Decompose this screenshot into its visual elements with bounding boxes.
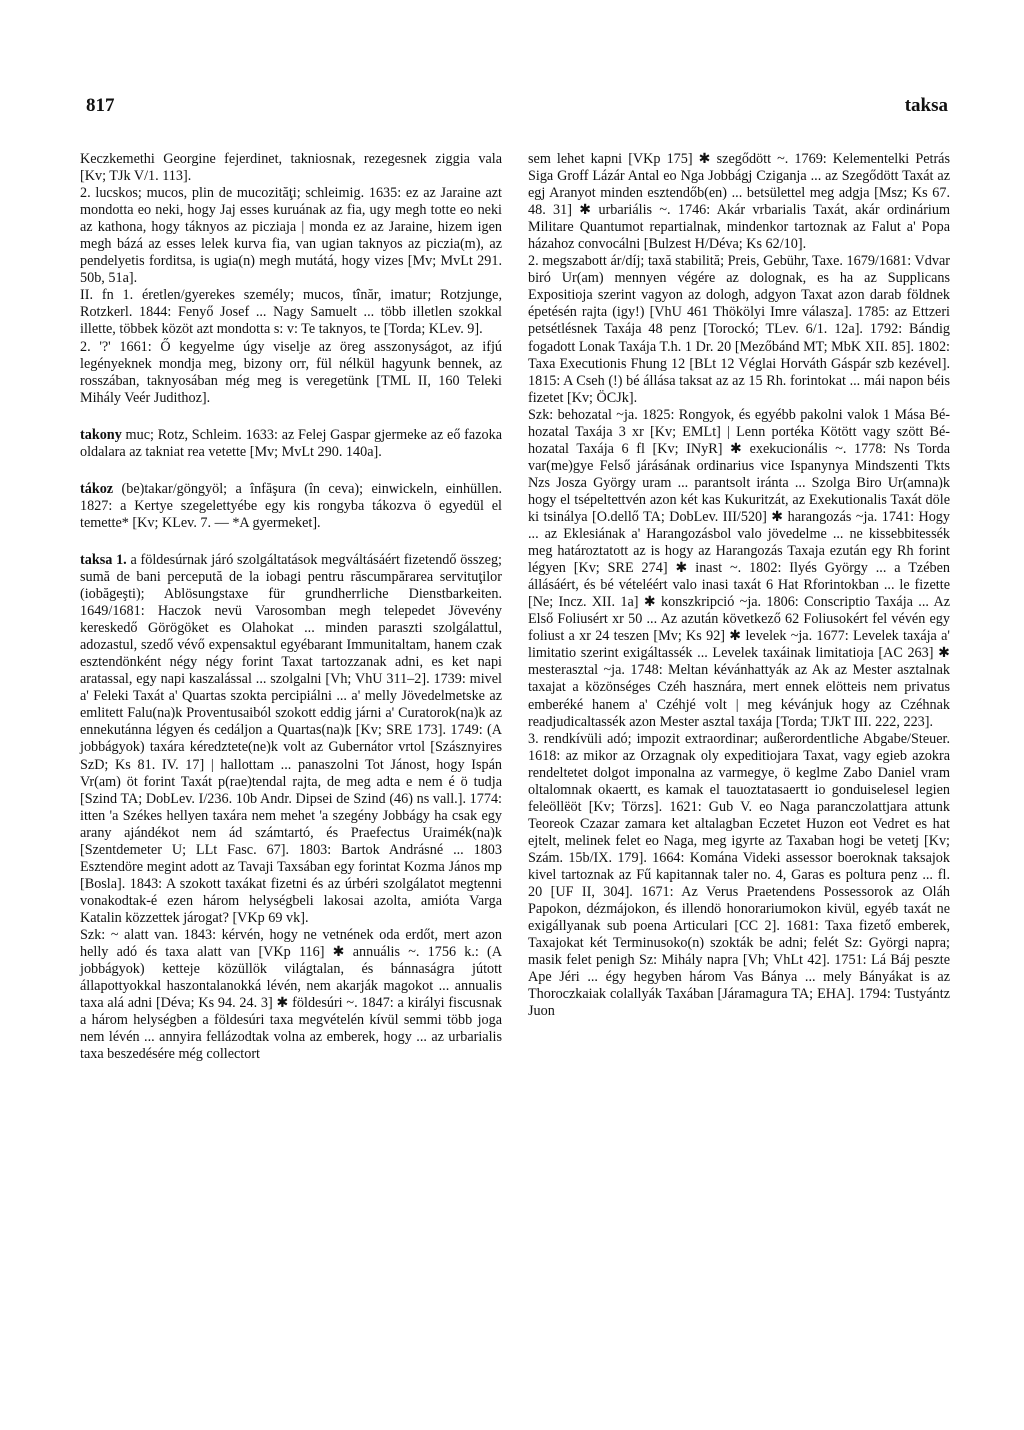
entry-paragraph: 2. megszabott ár/díj; taxă stabilită; Preis, Gebühr, Taxe. 1679/1681: Vdvar biró Ur(am) mennyen végére az dolognak, es ha az Supplicans Expositioja szerint vagyon az dologh, adgyon Taxat azon darab földnek épetésén rajta (igy!) [VhU 461 Thökölyi Imre válasza]. 1785: az Ettzeri petsétlésnek Taxája 48 penz [Torockó; TLev. 6/1. 12a]. 1792: Bándig fogadott Lonak Taxája T.h. 1 Dr. 20 [Mezőbánd MT; MbK XII. 85]. 1802: Taxa Executionis Fhung 12 [BLt 12 Véglai Horváth Gáspár szb kezével]. 1815: A Cseh (!) bé állása taksat az az 15 Rh. forintokat ... mái napon béis fizetet [Kv; ÖCJk]. <box>528 253 950 406</box>
page-header <box>86 95 948 125</box>
entry-paragraph: Szk: behozatal ~ja. 1825: Rongyok, és egyébb pakolni valok 1 Mása Bé-hozatal Taxája 3 xr [Kv; EMLt] | Lenn portéka Kötött vagy szött Bé-hozatal Taxája 6 fl [Kv; INyR] ✱ exekucionális ~. 1778: Ns Torda var(me)gye Felső járásának ordinarius vice Ispanynya Mindszenti Tkts Nzs Josza György uram ... parantsolt iránta ... Szolga Biro Ur(amna)k hogy el tsépeltettvén azon két kas Kukuritzát, az Exekutionalis Taxát döle ki tsinálya [O.dellő TA; DobLev. III/520] ✱ harangozás ~ja. 1741: Hogy ... az Eklesiának a' Harangozásbol valo jövedelme ... ne kissebbitessék meg határoztatott az is hogy az Harangozás Taxaja ezután egy Rh forint légyen [Kv; SRE 274] ✱ inast ~. 1802: Ilyés György ... a Tzében állásáért, és bé vételéért valo inasi taxát 6 Hat Rforintokban ... le fizette [Ne; Incz. XII. 1a] ✱ konszkripció ~ja. 1806: Conscriptio Taxája ... Az Első Foliusért xr 50 ... Az azután következő 62 Foliusokért fel vévén egy foliust a xr 24 teszen [Mv; Ks 92] ✱ levelek ~ja. 1677: Levelek taxája a' limitatio szerint exigáltassék ... Levelek taxáinak limitatioja [AC 263] ✱ mesterasztal ~ja. 1748: Meltan kévánhattyák az Ak az Mester asztalnak taxajat a közönséges Czéh hasznára, mert ennek elötteis nem privatus emberéké hanem a' Czéhjé volt | meg kévánjuk hogy az Czéhnak readjudicaltassék azon Mester asztal taxája [Torda; TJkT III. 222, 223]. <box>528 406 950 730</box>
entry-headword: taksa 1. <box>80 551 127 568</box>
entry-headword: takony <box>80 426 122 443</box>
entry-paragraph: Keczkemethi Georgine fejerdinet, takniosnak, rezegesnek ziggia vala [Kv; TJk V/1. 113]. <box>80 151 502 185</box>
entry-paragraph: 3. rendkívüli adó; impozit extraordinar; außerordentliche Abgabe/Steuer. 1618: az mikor az Orzagnak oly expeditiojara Taxat, vagy egieb azokra rendeltetet dolgot imponalna az varmegye, ö keglme Zabo Daniel vram oltalomnak okaertt, es kamak el tauoztatasaertt io gonduiselesel legien feleöllëöt [Kv; Törzs]. 1621: Gub V. eo Naga paranczolattjara attunk Teoreok Czazar zamara ket altalagban Eczetet Huzon eot Vedret es hat ejtelt, melinek felet eo Naga, meg igyrte az Taxaban hogi be vetetj [Kv; Szám. 15b/IX. 179]. 1664: Komána Videki assessor boeroknak taksajok kivel tartoznak az Fű kapitannak taler no. 4, Garas es poltura penz ... fl. 20 [UF II, 304]. 1671: Az Verus Praetendens Possessorok az Oláh Papokon, dézmájokon, és illendö honorariumokon kivül, egyéb taxát ne exigállyanak sub poena Articulari [CC 2]. 1681: Taxa fizető emberek, Taxajokat két Terminusoko(n) szokták be adni; felét Sz: Györgi napra; masik felet penigh Sz: Mihály napra [Vh; VhLt 42]. 1751: Lá Báj peszte Ape Jéri ... égy hegyben három Vas Bánya ... mely Bányákat is az Thoroczkaiak colallyák Taxában [Járamagura TA; EHA]. 1794: Tustyántz Juon <box>528 730 950 1020</box>
entry-paragraph: tákoz (be)takar/göngyöl; a înfăşura (în ceva); einwickeln, einhüllen. 1827: a Kertye szegelettyébe egy kis rongyba tákozva ö egyedül el temette* [Kv; KLev. 7. — *A gyermeket]. <box>80 480 502 531</box>
running-head: taksa <box>904 95 948 116</box>
right-column <box>528 151 950 1020</box>
entry-paragraph: 2. '?' 1661: Ő kegyelme úgy viselje az öreg asszonyságot, az ifjú legényeknek mondja meg, bizony orr, fül nélkül hagyunk bennek, az rosszában, taknyosában még meg is veregetünk [TML II, 160 Teleki Mihály Veér Judithoz]. <box>80 338 502 406</box>
entry-headword: tákoz <box>80 480 114 497</box>
left-column <box>80 151 502 1063</box>
entry-paragraph: taksa 1. a földesúrnak járó szolgáltatások megváltásáért fizetendő összeg; sumă de bani percepută de la iobagi pentru răscumpărarea servituţilor (iobăgeşti); Ablösungstaxe für grundherrliche Dienstbarkeiten. 1649/1681: Haczok nevü Varosomban megh telepedet Jövevény kereskedő Görögöket es Olahokat ... minden paraszti szolgálattul, adozastul, szedő vévő expensaktul egyébarant Immunitaltam, hanem czak esztendönként négy négy forint Taxat tartozzanak adni, es ket napi aratassal, egy napi kaszalással ... szolgalni [Vh; VhU 311–2]. 1739: mivel a' Feleki Taxát a' Quartas szokta percipiálni ... a' melly Jövedelmetske az emlitett Falu(na)k Proventusaiból szokott eddig járni a' Curatorok(na)k az ennekutánna légyen és cedáljon a Quartas(na)k [Kv; SRE 173]. 1749: (A jobbágyok) taxára kéredztete(ne)k volt az Gubernátor vrtol [Szásznyires SzD; Ks 81. IV. 17] | hallottam ... panaszolni Tot Jánost, hogy Ispán Vr(am) öt forint Taxát p(rae)tendal rajta, de meg adta e nem é ö tudja [Szind TA; DobLev. I/236. 10b Andr. Dipsei de Szind (46) ns vall.]. 1774: itten 'a Székes hellyen taxára nem mehet 'a szegény Jobbágy ha csak egy arany ajándékot nem ád számtartó, és Praefectus Uraimék(na)k [Szentdemeter U; LLt Fasc. 67]. 1803: Bartok Andrásné ... 1803 Esztendöre megint adott az Tavaji Taxsában egy forintat Kozma János mp [Bosla]. 1843: A szokott taxákat fizetni és az úrbéri szolgálatot megtenni vonakodtak-é ezen három helységbeli lakosai azolta, amióta Varga Katalin közzettek járogat? [VKp 69 vk]. <box>80 551 502 926</box>
entry-paragraph: sem lehet kapni [VKp 175] ✱ szegődött ~. 1769: Kelementelki Petrás Siga Groff Lázár Antal eo Nga Jobbágj Cziganja ... az Szegődött Taxát az egj Aranyot minden esztendőb(en) ... betsülettel meg adgja [Msz; Ks 67. 48. 31] ✱ urbariális ~. 1746: Akár vrbarialis Taxát, akár ordinárium Militare Quantumot repartialnak, mindenkor tartoznak az Falut a' Popa házahoz convocálni [Bulzest H/Déva; Ks 62/10]. <box>528 151 950 253</box>
entry-paragraph: 2. lucskos; mucos, plin de mucozităţi; schleimig. 1635: ez az Jaraine azt mondotta eo neki, hogy Jaj esses kuruának az fia, ugy megh totte eo neki az kathona, hogy táknyos az picziaja | monda ez az Jaraine, hizem igen megh bázá az esses lelek kurva fia, van ugian taknyos az piczia(m), az pendelyetis forditsa, is ugia(n) megh mutátá, hogy vizes [Mv; MvLt 291. 50b, 51a]. <box>80 185 502 287</box>
entry-paragraph: Szk: ~ alatt van. 1843: kérvén, hogy ne vetnének oda erdőt, mert azon helly adó és taxa alatt van [VKp 116] ✱ annuális ~. 1756 k.: (A jobbágyok) ketteje közüllök világtalan, és bánnaságra jútott állapottyokkal haszontalanokká lévén, nem akarják magokot ... annualis taxa alá adni [Déva; Ks 94. 24. 3] ✱ földesúri ~. 1847: a királyi fiscusnak a három helységben a földesúri taxa megvételén kívül semmi több joga nem lévén ... annyira fellázodtak volna az emberek, hogy ... az urbarialis taxa beszedésére még collectort <box>80 926 502 1063</box>
entry-paragraph: II. fn 1. éretlen/gyerekes személy; mucos, tînăr, imatur; Rotzjunge, Rotzkerl. 1844: Fenyő Josef ... Nagy Samuelt ... több illetlen szokkal illette, többek közöt azt mondotta s: v: Te taknyos, te [Torda; KLev. 9]. <box>80 287 502 338</box>
entry-paragraph: takony muc; Rotz, Schleim. 1633: az Felej Gaspar gjermeke az eő fazoka oldalara az takniat rea vetette [Mv; MvLt 290. 140a]. <box>80 426 502 460</box>
page-number: 817 <box>86 95 115 116</box>
